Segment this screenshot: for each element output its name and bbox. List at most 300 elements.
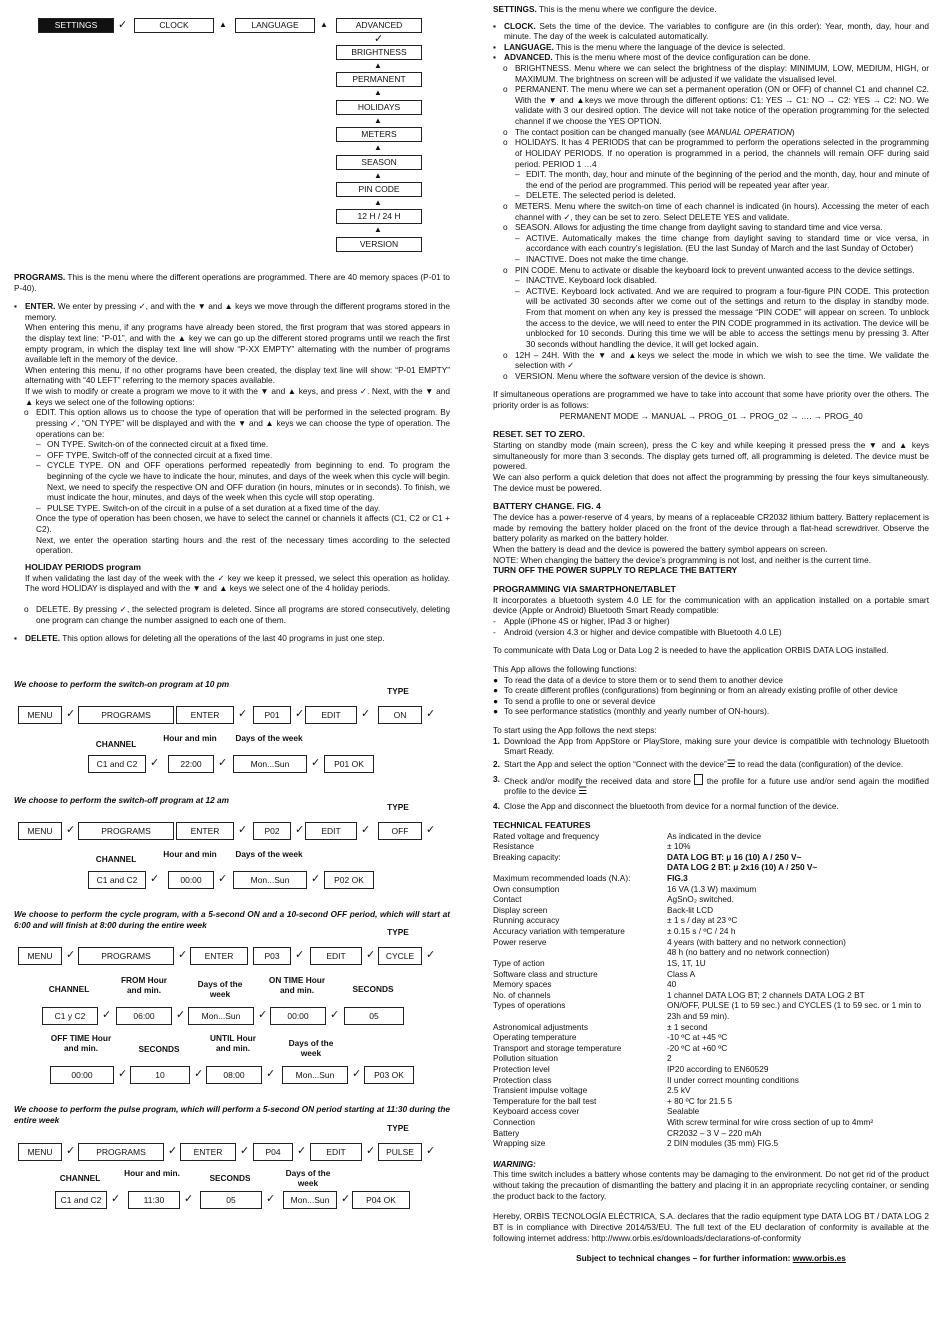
tech-key: Pollution situation <box>493 1053 559 1064</box>
tech-row <box>493 862 929 873</box>
tech-key: Temperature for the ball test <box>493 1095 597 1106</box>
pin-item: PIN CODE. Menu to activate or disable the keyboard lock to prevent unwanted access to the device settings. <box>515 264 915 275</box>
example-label: Hour and min <box>163 849 217 859</box>
check-icon: ✓ <box>352 1068 362 1080</box>
check-icon: ✓ <box>341 1193 351 1205</box>
check-icon: ✓ <box>118 1068 128 1080</box>
step-item: Start the App and select the option “Connect with the device”☰ to read the data (configuration) of the device. <box>504 758 904 770</box>
app-function: To send a profile to one or several device <box>504 695 656 706</box>
check-icon: ✓ <box>66 708 76 720</box>
priority-chain: PERMANENT MODE → MANUAL → PROG_01 → PROG_02 → …. → PROG_40 <box>559 410 863 421</box>
example-step-box: 00:00 <box>270 1007 326 1025</box>
type-item: ON TYPE. Switch-on of the connected circuit at a fixed time. <box>47 439 269 450</box>
check-icon: ✓ <box>218 757 228 769</box>
example-label: CHANNEL <box>59 1173 101 1183</box>
clock-title: CLOCK. <box>504 20 536 31</box>
tech-value: 1S, 1T, 1U <box>667 957 706 968</box>
tech-key: Accuracy variation with temperature <box>493 926 625 937</box>
example-title: We choose to perform the pulse program, which will perform a 5-second ON period starting at 11:30 during the entire week <box>14 1104 450 1125</box>
tech-row <box>493 915 929 926</box>
reset-title: RESET. SET TO ZERO. <box>493 429 586 440</box>
example-step-box: Mon...Sun <box>283 1191 337 1209</box>
menu-advanced-item: 12 H / 24 H <box>336 209 422 224</box>
holiday-title: HOLIDAY PERIODS program <box>25 561 142 572</box>
apple-item: Apple (iPhone 4S or higher, IPad 3 or higher) <box>504 616 670 627</box>
tech-value: AgSnO₂ switched. <box>667 894 734 905</box>
check-icon: ✓ <box>295 824 305 836</box>
example-step-box: PROGRAMS <box>78 706 174 724</box>
tech-key: Software class and structure <box>493 968 598 979</box>
example-step-box: EDIT <box>310 1143 362 1161</box>
brightness-item: BRIGHTNESS. Menu where we can select the brightness of the display: MINIMUM, LOW, MEDIUM, HIGH, or MAXIMUM. The brightness on screen will be adjusted if we validate the visualised level. <box>515 63 929 84</box>
tech-value: FIG.3 <box>667 873 688 884</box>
footer: Subject to technical changes – for further information: www.orbis.es <box>576 1253 846 1264</box>
menu-advanced-box: ADVANCED <box>336 18 422 33</box>
check-icon: ✓ <box>150 873 160 885</box>
example-step-box: CYCLE <box>378 947 422 965</box>
tech-row <box>493 1032 929 1043</box>
example-step-box: PULSE <box>378 1143 422 1161</box>
app-function: To see performance statistics (monthly and yearly number of ON-hours). <box>504 706 770 717</box>
tech-value: ± 10% <box>667 841 691 852</box>
step-item: Close the App and disconnect the bluetooth from device for a normal function of the device. <box>504 800 839 811</box>
example-step-box: PROGRAMS <box>78 1143 164 1161</box>
time-format-item: 12H – 24H. With the ▼ and ▲keys we select the mode in which we wish to see the time. We validate the selection with ✓ <box>515 349 929 371</box>
example-step-box: 00:00 <box>168 871 214 889</box>
check-icon: ✓ <box>297 1145 307 1157</box>
website-link[interactable]: www.orbis.es <box>792 1253 846 1264</box>
tech-value: 16 VA (1.3 W) maximum <box>667 883 757 894</box>
menu-advanced-item: PIN CODE <box>336 182 422 197</box>
left-column: PROGRAMS. This is the menu where the different operations are programmed. There are 40 memory spaces (P-01 to P-40). ▪ ENTER. We enter by pressing ✓, and with the ▼ and ▲ keys we move through the different programs stored in the memory. When entering this menu, if any programs have already been stored, the first program that was stored appears in the display text line: “P-01”, and with the ▲ key we can go up the different stored programs until we reach the first empty program, in which the display text line will show “P-XX EMPTY” alternating with the number of programs available left in the memory of the device. When entering this menu, if no other programs have been created, the display text line will show: “P-01 EMPTY” alternating with “40 LEFT” referring to the memory spaces available. If we wish to modify or create a program we move to it with the ▼ and ▲ keys, and press ✓. Next, with the ▼ and ▲ keys we select one of the following options: o EDIT. This option allows us to choose the type of operation that will be performed in the selected program. By pressing ✓, “ON TYPE” will be displayed and with the ▼ and ▲ keys we can choose the type of operation. The operations can be: – ON TYPE. Switch-on of the connected circuit at a fixed time. – OFF TYPE. Switch-off of the connected circuit at a fixed time. – CYCLE TYPE. ON and OFF operations performed repeatedly from beginning to end. To program the beginning of the cycle we have to indicate the hour, minutes, and days of the week when this cycle will begin. Next, we need to specify the respective ON and OFF duration (in hours, minutes or in seconds). To finish, we must indicate the hour, minutes, and days of the week when this cycle will stop operating. – PULSE TYPE. Switch-on of the circuit in a pulse of a set duration at a fixed time of the day. Once the type of operation has been chosen, we have to select the cannel or channels it affects (C1, C2 or C1 + C2). Next, we enter the operation starting hours and the rest of the necessary times according to the selected operation. HOLIDAY PERIODS program If when validating the last day of the week with the ✓ key we keep it pressed, we select this operation as holiday. The word HOLIDAY is displayed and with the ▼ and ▲ keys we select one of the 4 holiday periods. o DELETE. By pressing ✓, the selected program is deleted. Since all programs are stored consecutively, deleting one program can change the number assigned to each one of them. ▪ DELETE. This option allows for deleting all the operations of the last 40 programs in just one step. <box>14 272 450 644</box>
tech-key: Breaking capacity: <box>493 851 561 862</box>
example-label: Days of the week <box>288 1038 334 1058</box>
example-title: We choose to perform the switch-on program at 10 pm <box>14 679 230 689</box>
example-label: Days of the week <box>235 733 303 743</box>
type-item: OFF TYPE. Switch-off of the connected circuit at a fixed time. <box>47 449 273 460</box>
tech-value: ± 1 s / day at 23 ºC <box>667 915 738 926</box>
example-label: Hour and min. <box>124 1168 180 1178</box>
example-step-box: P02 OK <box>324 871 374 889</box>
example-step-box: EDIT <box>305 706 357 724</box>
up-arrow-icon: ▲ <box>374 170 382 180</box>
tech-value: + 80 ºC for 21.5 5 <box>667 1095 733 1106</box>
type-item: PULSE TYPE. Switch-on of the circuit in a pulse of a set duration at a fixed time of the day. <box>47 502 381 513</box>
tech-row <box>493 1022 929 1033</box>
check-icon: ✓ <box>194 1068 204 1080</box>
example-step-box: P03 <box>253 947 291 965</box>
check-icon: ✓ <box>266 1068 276 1080</box>
check-icon: ✓ <box>111 1193 121 1205</box>
enter-paragraph: When entering this menu, if no other programs have been created, the display text line will show: “P-01 EMPTY” alternating with “40 LEFT” referring to the memory spaces available. <box>25 364 450 386</box>
example-step-box: PROGRAMS <box>78 822 174 840</box>
check-icon: ✓ <box>238 708 248 720</box>
example-label: SECONDS <box>352 984 394 994</box>
example-step-box: 11:30 <box>128 1191 180 1209</box>
example-label: TYPE <box>387 1123 409 1133</box>
example-step-box: ENTER <box>176 822 234 840</box>
tech-value: Back-lit LCD <box>667 904 714 915</box>
battery-title: BATTERY CHANGE. FIG. 4 <box>493 501 601 512</box>
menu-clock-box: CLOCK <box>134 18 214 33</box>
check-icon: ✓ <box>426 1145 436 1157</box>
menu-advanced-item: PERMANENT <box>336 72 422 87</box>
example-title: We choose to perform the cycle program, with a 5-second ON and a 10-second OFF period, which will start at 6:00 and will finish at 8:00 during the entire week <box>14 909 450 930</box>
example-step-box: C1 and C2 <box>88 755 146 773</box>
example-label: CHANNEL <box>95 739 137 749</box>
check-icon: ✓ <box>238 824 248 836</box>
edit-option: EDIT. This option allows us to choose the type of operation that will be performed in the selected program. By pressing ✓, “ON TYPE” will be displayed and with the ▼ and ▲ keys we can choose the type of operation. The operations can be: <box>36 407 450 439</box>
example-step-box: 06:00 <box>116 1007 172 1025</box>
tech-key: Protection class <box>493 1074 552 1085</box>
example-step-box: EDIT <box>310 947 362 965</box>
enter-paragraph: When entering this menu, if any programs have already been stored, the first program that was stored appears in the display text line: “P-01”, and with the ▲ key we can go up the different stored programs until we reach the first empty program, in which the display text line will show “P-XX EMPTY” alternating with the number of programs available left in the memory of the device. <box>25 322 450 365</box>
example-step-box: P02 <box>253 822 291 840</box>
tech-row <box>493 1085 929 1096</box>
menu-advanced-item: SEASON <box>336 155 422 170</box>
example-step-box: P01 <box>253 706 291 724</box>
permanent-item: PERMANENT. The menu where we can set a permanent operation (ON or OFF) of channel C1 and channel C2. With the ▼ and ▲keys we move through the different options: C1: YES → C1: NO → C2: YES → C2: NO. We validate with 3 our desired option. The device will not take notice of the operation programming for the selected channel if we choose the YES OPTION. <box>515 84 929 127</box>
enter-title: ENTER. <box>25 301 56 312</box>
enter-paragraph: If we wish to modify or create a program we move to it with the ▼ and ▲ keys, and press ✓. Next, with the ▼ and ▲ keys we select one of the following options: <box>25 386 450 407</box>
edit-note: Next, we enter the operation starting hours and the rest of the necessary times according to the selected operation. <box>36 534 450 556</box>
menu-advanced-item: BRIGHTNESS <box>336 45 422 60</box>
check-icon: ✓ <box>184 1193 194 1205</box>
tech-value: 2 <box>667 1053 672 1064</box>
tech-row <box>493 1075 929 1086</box>
tech-key: Operating temperature <box>493 1032 577 1043</box>
example-label: Days of the week <box>235 849 303 859</box>
example-label: CHANNEL <box>95 854 137 864</box>
check-icon: ✓ <box>361 708 371 720</box>
tech-key: Rated voltage and frequency <box>493 830 600 841</box>
check-icon: ✓ <box>150 757 160 769</box>
tech-row <box>493 969 929 980</box>
steps-intro: To start using the App follows the next steps: <box>493 724 657 735</box>
up-arrow-icon: ▲ <box>374 143 382 153</box>
example-step-box: PROGRAMS <box>78 947 174 965</box>
example-label: OFF TIME Hour and min. <box>50 1033 112 1053</box>
season-active: ACTIVE. Automatically makes the time change from daylight saving to standard time or vice versa, in accordance with each country’s legislation. (EU the last Sunday of March and the last Sunday of October) <box>526 232 929 254</box>
tech-row <box>493 926 929 937</box>
advanced-title: ADVANCED. <box>504 52 553 63</box>
check-icon: ✓ <box>218 873 228 885</box>
check-icon: ✓ <box>102 1009 112 1021</box>
tech-row <box>493 1138 929 1149</box>
up-arrow-icon: ▲ <box>374 115 382 125</box>
check-icon: ✓ <box>361 824 371 836</box>
tech-row <box>493 990 929 1001</box>
tech-value: 2 DIN modules (35 mm) FIG.5 <box>667 1138 779 1149</box>
tech-key: Type of action <box>493 957 545 968</box>
example-step-box: MENU <box>18 947 62 965</box>
tech-value: 48 h (no battery and no network connection) <box>667 947 830 958</box>
tech-key: Astronomical adjustments <box>493 1021 588 1032</box>
tech-key: Contact <box>493 894 522 905</box>
tech-row <box>493 852 929 863</box>
example-title: We choose to perform the switch-off program at 12 am <box>14 795 229 805</box>
tech-row <box>493 937 929 948</box>
tech-value: ± 0.15 s / ºC / 24 h <box>667 926 736 937</box>
example-label: TYPE <box>387 686 409 696</box>
example-label: TYPE <box>387 802 409 812</box>
battery-text: NOTE: When changing the battery the device’s programming is not lost, and neither is the current time. <box>493 554 872 565</box>
programs-title: PROGRAMS. <box>14 272 66 282</box>
tech-row <box>493 1106 929 1117</box>
check-icon: ✓ <box>295 708 305 720</box>
tech-value: DATA LOG 2 BT: μ 2x16 (10) A / 250 V~ <box>667 862 818 873</box>
tech-title: TECHNICAL FEATURES <box>493 819 591 830</box>
tech-key: Resistance <box>493 841 535 852</box>
tech-value: ON/OFF, PULSE (1 to 59 sec.) and CYCLES (1 to 59 sec. or 1 min to 23h and 59 min). <box>667 1000 922 1021</box>
priority-text: If simultaneous operations are programmed we have to take into account that some have priority over the others. The priority order is as follows: <box>493 389 929 410</box>
tech-row <box>493 1043 929 1054</box>
warning-text: This time switch includes a battery whose contents may be damaging to the environment. Do not get rid of the product without taking the precaution of dismantling the battery and placing it in an appropriate recycling container, or sending the product back to the factory. <box>493 1169 929 1201</box>
language-text: This is the menu where the language of the device is selected. <box>553 41 786 52</box>
tech-value: 1 channel DATA LOG BT; 2 channels DATA LOG 2 BT <box>667 989 865 1000</box>
up-arrow-icon: ▲ <box>219 20 227 29</box>
check-icon: ✓ <box>66 949 76 961</box>
tech-row <box>493 905 929 916</box>
up-arrow-icon: ▲ <box>374 61 382 70</box>
example-step-box: EDIT <box>305 822 357 840</box>
tech-key: Connection <box>493 1117 535 1128</box>
tech-key: Maximum recommended loads (N.A): <box>493 873 631 884</box>
tech-row <box>493 884 929 895</box>
holidays-edit: EDIT. The month, day, hour and minute of the beginning of the period and the month, day, hour and minute of the end of the period are programmed. This period will be repeated year after year. <box>526 169 929 190</box>
tech-key: Memory spaces <box>493 979 552 990</box>
menu-advanced-item: VERSION <box>336 237 422 252</box>
example-step-box: Mon...Sun <box>233 871 307 889</box>
example-step-box: C1 y C2 <box>42 1007 98 1025</box>
contact-item: The contact position can be changed manually (see MANUAL OPERATION) <box>515 126 795 137</box>
version-item: VERSION. Menu where the software version of the device is shown. <box>515 370 766 381</box>
example-step-box: P04 <box>253 1143 293 1161</box>
example-step-box: 05 <box>200 1191 262 1209</box>
right-column: SETTINGS. This is the menu where we configure the device. ▪ CLOCK. Sets the time of the device. The variables to configure are (in this order): Year, month, day, hour and minute. The day of the week is calculated automatically. ▪ LANGUAGE. This is the menu where the language of the device is selected. ▪ ADVANCED. This is the menu where most of the device configuration can be done. o BRIGHTNESS. Menu where we can select the brightness of the display: MINIMUM, LOW, MEDIUM, HIGH, or MAXIMUM. The brightness on screen will be adjusted if we validate the visualised level. o PERMANENT. The menu where we can set a permanent operation (ON or OFF) of channel C1 and channel C2. With the ▼ and ▲keys we move through the different options: C1: YES → C1: NO → C2: YES → C2: NO. We validate with 3 our desired option. The device will not take notice of the operation programming for the selected channel if we choose the YES OPTION. o The contact position can be changed manually (see MANUAL OPERATION) o HOLIDAYS. It has 4 PERIODS that can be programmed to perform the operations selected in the programming of HOLIDAY PERIODS. If no operation is programmed in a period, the channels will remain OFF during said period. PERIOD 1 …4 – EDIT. The month, day, hour and minute of the beginning of the period and the month, day, hour and minute of the end of the period are programmed. This period will be repeated year after year. – DELETE. The selected period is deleted. o METERS. Menu where the switch-on time of each channel is indicated (in hours). Accessing the meter of each channel with ✓, they can be set to zero. Select DELETE YES and validate. o SEASON. Allows for adjusting the time change from daylight saving to standard time and vice versa. – ACTIVE. Automatically makes the time change from daylight saving to standard time or vice versa, in accordance with each country’s legislation. (EU the last Sunday of March and the last Sunday of October) – INACTIVE. Does not make the time change. o PIN CODE. Menu to activate or disable the keyboard lock to prevent unwanted access to the device settings. – INACTIVE. Keyboard lock disabled. – ACTIVE. Keyboard lock activated. And we are required to program a four-figure PIN CODE. This protection will be activated 30 seconds after we come out of the settings and return to the display in standby mode. From that moment on when any key is pressed the message “PIN CODE” will appear on screen. To unblock the access to the device, we will need to enter the PIN CODE programmed in its activation. The device will be unblocked for 10 seconds. During this time we will be able to access the settings menu by pressing 3. After 30 seconds without handling the device, it will get locked again. o 12H – 24H. With the ▼ and ▲keys we select the mode in which we wish to see the time. We validate the selection with ✓ o VERSION. Menu where the software version of the device is shown. If simultaneous operations are programmed we have to take into account that some have priority over the others. The priority order is as follows: PERMANENT MODE → MANUAL → PROG_01 → PROG_02 → …. → PROG_40 RESET. SET TO ZERO. Starting on standby mode (main screen), press the C key and while keeping it pressed press the ▼ and ▲ keys simultaneously for more than 3 seconds. The display gets turned off, all programming is deleted. The device must be powered. We can also perform a quick deletion that does not affect the programming by pressing the four keys simultaneously. The device must be powered. BATTERY CHANGE. FIG. 4 The device has a power-reserve of 4 years, by means of a replaceable CR2032 lithium battery. Battery replacement is made by removing the battery holder placed on the front of the device through a flat-head screwdriver. Observe the battery polarity as marked on the battery holder. When the battery is dead and the device is powered the battery symbol appears on screen. NOTE: When changing the battery the device’s programming is not lost, and neither is the current time. TURN OFF THE POWER SUPPLY TO REPLACE THE BATTERY PROGRAMMING VIA SMARTPHONE/TABLET It incorporates a bluetooth system 4.0 LE for the communication with an application installed on a portable smart device (Apple or Android) Bluetooth Smart Ready compatible: - Apple (iPhone 4S or higher, IPad 3 or higher) - Android (version 4.3 or higher and device compatible with Bluetooth 4.0 LE) To communicate with Data Log or Data Log 2 is needed to have the application ORBIS DATA LOG installed. This App allows the following functions: ● To read the data of a device to store them or to send them to another device ● To create different profiles (configurations) from beginning or from an already existing profile of other device ● To send a profile to one or several device ● To see performance statistics (monthly and yearly number of ON-hours). To start using the App follows the next steps: 1. Download the App from AppStore or PlayStore, making sure your device is compatible with technology Bluetooth Smart Ready. 2. Start the App and select the option “Connect with the device”☰ to read the data (configuration) of the device. 3. Check and/or modify the received data and store the profile for a future use and/or send again the modified profile to the device ☰ 4. Close the App and disconnect the bluetooth from device for a normal function of the device. TECHNICAL FEATURES Rated voltage and frequency As indicated in the device Resistance ± 10% Breaking capacity: DATA LOG BT: μ 16 (10) A / 250 V~ DATA LOG 2 BT: μ 2x16 (10) A / 250 V~ Maximum recommended loads (N.A): FIG.3 Own consumption 16 VA (1.3 W) maximum Contact AgSnO₂ switched. Display screen Back-lit LCD Running accuracy ± 1 s / day at 23 ºC Accuracy variation with temperature ± 0.15 s / ºC / 24 h Power reserve 4 years (with battery and no network connection) 48 h (no battery and no network connection) Type of action 1S, 1T, 1U Software class and structure Class A Memory spaces 40 No. of channels 1 channel DATA LOG BT; 2 channels DATA LOG 2 BT Types of operations ON/OFF, PULSE (1 to 59 sec.) and CYCLES (1 to 59 sec. or 1 min to 23h and 59 min). Astronomical adjustments ± 1 second Operating temperature -10 ºC at +45 ºC Transport and storage temperature -20 ºC at +60 ºC Pollution situation 2 Protection level IP20 according to EN60529 Protection class II under correct mounting conditions Transient impulse voltage 2.5 kV Temperature for the ball test + 80 ºC for 21.5 5 Keyboard access cover Sealable Connection With screw terminal for wire cross section of up to 4mm² Battery CR2032 – 3 V – 220 mAh Wrapping size 2 DIN modules (35 mm) FIG.5 WARNING: This time switch includes a battery whose contents may be damaging to the environment. Do not get rid of the product without taking the precaution of dismantling the battery and placing it in an appropriate recycling container, or sending the product back to the factory. Hereby, ORBIS TECNOLOGÍA ELÉCTRICA, S.A. declares that the radio equipment type DATA LOG BT / DATA LOG 2 BT is in compliance with Directive 2014/53/EU. The full text of the EU declaration of conformity is available at the following internet address: http://www.orbis.es/downloads/declarations-of-conformity Subject to technical changes – for further information: www.orbis.es <box>493 4 929 1264</box>
check-icon: ✓ <box>258 1009 268 1021</box>
example-label: FROM Hour and min. <box>120 975 168 995</box>
example-step-box: P01 OK <box>324 755 374 773</box>
holidays-item: HOLIDAYS. It has 4 PERIODS that can be programmed to perform the operations selected in the programming of HOLIDAY PERIODS. If no operation is programmed in a period, the channels will remain OFF during said period. PERIOD 1 …4 <box>515 137 929 169</box>
tech-row <box>493 1053 929 1064</box>
menu-advanced-item: HOLIDAYS <box>336 100 422 115</box>
example-step-box: MENU <box>18 822 62 840</box>
smartphone-title: PROGRAMMING VIA SMARTPHONE/TABLET <box>493 583 676 594</box>
tech-row <box>493 831 929 842</box>
tech-key: Keyboard access cover <box>493 1106 580 1117</box>
tech-value: 4 years (with battery and no network connection) <box>667 936 846 947</box>
example-step-box: Mon...Sun <box>233 755 307 773</box>
app-function: To create different profiles (configurations) from beginning or from an already existing profile of other device <box>504 685 898 696</box>
example-step-box: P03 OK <box>364 1066 414 1084</box>
tech-row <box>493 841 929 852</box>
example-label: Days of the week <box>285 1168 331 1188</box>
up-arrow-icon: ▲ <box>374 198 382 207</box>
example-label: TYPE <box>387 927 409 937</box>
step-item: Check and/or modify the received data and store the profile for a future use and/or send again the modified profile to the device ☰ <box>504 775 929 798</box>
check-icon: ✓ <box>330 1009 340 1021</box>
check-icon: ✓ <box>118 19 128 31</box>
delete-title: DELETE. <box>25 633 61 644</box>
tech-value: With screw terminal for wire cross section of up to 4mm² <box>667 1117 874 1128</box>
tech-value: As indicated in the device <box>667 830 762 841</box>
tech-key <box>493 947 667 958</box>
example-step-box: Mon...Sun <box>282 1066 348 1084</box>
example-label: SECONDS <box>209 1173 251 1183</box>
tech-value: ± 1 second <box>667 1021 708 1032</box>
tech-row <box>493 1000 929 1021</box>
example-step-box: ENTER <box>190 947 248 965</box>
settings-intro: This is the menu where we configure the device. <box>536 4 717 14</box>
tech-key: Transport and storage temperature <box>493 1042 622 1053</box>
tech-key: Running accuracy <box>493 915 560 926</box>
tech-key: Battery <box>493 1127 520 1138</box>
example-step-box: ENTER <box>176 706 234 724</box>
example-step-box: C1 and C2 <box>55 1191 107 1209</box>
tech-key: Types of operations <box>493 1000 566 1011</box>
app-function: To read the data of a device to store them or to send them to another device <box>504 674 784 685</box>
check-icon: ✓ <box>311 873 321 885</box>
example-step-box: ON <box>378 706 422 724</box>
check-icon: ✓ <box>66 824 76 836</box>
warning-title: WARNING: <box>493 1158 536 1169</box>
tech-value: 2.5 kV <box>667 1085 691 1096</box>
tech-value: Sealable <box>667 1106 700 1117</box>
check-icon: ✓ <box>426 824 436 836</box>
tech-key: Transient impulse voltage <box>493 1085 588 1096</box>
check-icon: ✓ <box>374 33 384 45</box>
check-icon: ✓ <box>311 757 321 769</box>
example-step-box: Mon...Sun <box>188 1007 254 1025</box>
tech-row <box>493 1096 929 1107</box>
up-arrow-icon: ▲ <box>374 225 382 235</box>
check-icon: ✓ <box>426 708 436 720</box>
pin-inactive: INACTIVE. Keyboard lock disabled. <box>526 275 657 286</box>
tech-key: Own consumption <box>493 883 560 894</box>
season-item: SEASON. Allows for adjusting the time change from daylight saving to standard time and vice versa. <box>515 222 883 233</box>
enter-text: We enter by pressing ✓, and with the ▼ and ▲ keys we move through the different programs stored in the memory. <box>25 301 450 322</box>
example-step-box: 22:00 <box>168 755 214 773</box>
battery-warning: TURN OFF THE POWER SUPPLY TO REPLACE THE BATTERY <box>493 565 738 576</box>
tech-value: CR2032 – 3 V – 220 mAh <box>667 1127 762 1138</box>
tech-row <box>493 894 929 905</box>
check-icon: ✓ <box>176 1009 186 1021</box>
example-step-box: 05 <box>344 1007 404 1025</box>
example-step-box: ENTER <box>180 1143 236 1161</box>
tech-key: Power reserve <box>493 936 547 947</box>
android-item: Android (version 4.3 or higher and device compatible with Bluetooth 4.0 LE) <box>504 626 782 637</box>
reset-text: We can also perform a quick deletion that does not affect the programming by pressing the four keys simultaneously. The device must be powered. <box>493 471 929 493</box>
up-arrow-icon: ▲ <box>320 20 328 29</box>
menu-language-box: LANGUAGE <box>235 18 315 33</box>
tech-key: Display screen <box>493 904 548 915</box>
check-icon: ✓ <box>240 1145 250 1157</box>
tech-value: -20 ºC at +60 ºC <box>667 1042 728 1053</box>
check-icon: ✓ <box>426 949 436 961</box>
example-step-box: MENU <box>18 706 62 724</box>
tech-key: Protection level <box>493 1064 550 1074</box>
tech-value: II under correct mounting conditions <box>667 1074 799 1085</box>
send-icon: ☰ <box>578 786 588 798</box>
example-label: UNTIL Hour and min. <box>210 1033 256 1053</box>
programs-intro: This is the menu where the different operations are programmed. There are 40 memory spaces (P-01 to P-40). <box>14 272 450 293</box>
holidays-delete: DELETE. The selected period is deleted. <box>526 190 676 201</box>
tech-value: Class A <box>667 968 696 979</box>
tech-value: IP20 according to EN60529 <box>667 1064 769 1074</box>
battery-text: The device has a power-reserve of 4 years, by means of a replaceable CR2032 lithium battery. Battery replacement is made by removing the battery holder placed on the front of the device through a flat-head screwdriver. Observe the battery polarity as marked on the battery holder. <box>493 512 929 544</box>
up-arrow-icon: ▲ <box>374 88 382 98</box>
tech-row <box>493 958 929 969</box>
check-icon: ✓ <box>66 1145 76 1157</box>
type-item: CYCLE TYPE. ON and OFF operations performed repeatedly from beginning to end. To program the beginning of the cycle we have to indicate the hour, minutes, and days of the week when this cycle will begin. Next, we need to specify the respective ON and OFF duration (in hours, minutes or in seconds). To finish, we must indicate the hour, minutes, and days of the week when this cycle will stop operating. <box>47 460 450 503</box>
tech-key: Wrapping size <box>493 1138 546 1149</box>
menu-settings-box: SETTINGS <box>38 18 114 33</box>
example-step-box: 08:00 <box>206 1066 262 1084</box>
check-icon: ✓ <box>266 1193 276 1205</box>
example-label: CHANNEL <box>48 984 90 994</box>
example-label: Days of the week <box>197 979 243 999</box>
tech-key <box>493 862 667 873</box>
example-label: SECONDS <box>138 1044 180 1054</box>
clock-text: Sets the time of the device. The variables to configure are (in this order): Year, month, day, hour and minute. The day of the week is calculated automatically. <box>504 20 929 42</box>
example-step-box: 00:00 <box>50 1066 114 1084</box>
tech-row <box>493 1064 929 1075</box>
tech-value: 40 <box>667 979 677 990</box>
check-icon: ✓ <box>366 1145 376 1157</box>
declaration-text: Hereby, ORBIS TECNOLOGÍA ELÉCTRICA, S.A. declares that the radio equipment type DATA LOG BT / DATA LOG 2 BT is in compliance with Directive 2014/53/EU. The full text of the EU declaration of conformity is available at the following internet address: http://www.orbis.es/downloads/declarations-of-conformity <box>493 1211 929 1243</box>
example-step-box: 10 <box>130 1066 190 1084</box>
delete-option: DELETE. By pressing ✓, the selected program is deleted. Since all programs are stored consecutively, deleting one program can change the number assigned to each one of them. <box>36 604 450 625</box>
edit-note: Once the type of operation has been chosen, we have to select the cannel or channels it affects (C1, C2 or C1 + C2). <box>36 513 450 535</box>
tech-value: DATA LOG BT: μ 16 (10) A / 250 V~ <box>667 851 802 862</box>
smartphone-text: It incorporates a bluetooth system 4.0 LE for the communication with an application installed on a portable smart device (Apple or Android) Bluetooth Smart Ready compatible: <box>493 594 929 616</box>
example-label: Hour and min <box>163 733 217 743</box>
battery-text: When the battery is dead and the device is powered the battery symbol appears on screen. <box>493 544 828 555</box>
smartphone-app-text: To communicate with Data Log or Data Log 2 is needed to have the application ORBIS DATA LOG installed. <box>493 645 889 656</box>
tech-key: No. of channels <box>493 989 551 1000</box>
device-list-icon: ☰ <box>726 758 736 770</box>
check-icon: ✓ <box>178 949 188 961</box>
meters-item: METERS. Menu where the switch-on time of each channel is indicated (in hours). Accessing the meter of each channel with ✓, they can be set to zero. Select DELETE YES and validate. <box>515 200 929 222</box>
check-icon: ✓ <box>366 949 376 961</box>
tech-table <box>493 831 929 1149</box>
example-label: ON TIME Hour and min. <box>268 975 326 995</box>
settings-title: SETTINGS. <box>493 4 537 14</box>
delete-text: This option allows for deleting all the operations of the last 40 programs in just one step. <box>60 633 385 644</box>
holiday-text: If when validating the last day of the week with the ✓ key we keep it pressed, we select this operation as holiday. The word HOLIDAY is displayed and with the ▼ and ▲ keys we select one of the 4 holiday periods. <box>25 572 450 594</box>
check-icon: ✓ <box>295 949 305 961</box>
check-icon: ✓ <box>168 1145 178 1157</box>
advanced-text: This is the menu where most of the device configuration can be done. <box>552 52 811 63</box>
reset-text: Starting on standby mode (main screen), press the C key and while keeping it pressed press the ▼ and ▲ keys simultaneously for more than 3 seconds. The display gets turned off, all programming is deleted. The device must be powered. <box>493 440 929 472</box>
menu-advanced-item: METERS <box>336 127 422 142</box>
app-intro: This App allows the following functions: <box>493 663 637 674</box>
tech-row <box>493 979 929 990</box>
step-item: Download the App from AppStore or PlayStore, making sure your device is compatible with technology Bluetooth Smart Ready. <box>504 735 929 757</box>
tech-value: -10 ºC at +45 ºC <box>667 1032 728 1043</box>
tech-row <box>493 947 929 958</box>
tech-row <box>493 1117 929 1128</box>
example-step-box: C1 and C2 <box>88 871 146 889</box>
example-step-box: MENU <box>18 1143 62 1161</box>
tech-row <box>493 1128 929 1139</box>
pin-active: ACTIVE. Keyboard lock activated. And we are required to program a four-figure PIN CODE. This protection will be activated 30 seconds after we come out of the settings and return to the display in standby mode. From that moment on when any key is pressed the message “PIN CODE” will appear on screen. To unblock the access to the device, we will need to enter the PIN CODE programmed in its activation. The device will be unblocked for 10 seconds. During this time we will be able to access the settings menu by pressing 3. After 30 seconds without handling the device, it will get locked again. <box>526 285 929 349</box>
tech-row <box>493 873 929 884</box>
example-step-box: P04 OK <box>352 1191 410 1209</box>
season-inactive: INACTIVE. Does not make the time change. <box>526 254 689 265</box>
language-title: LANGUAGE. <box>504 41 554 52</box>
